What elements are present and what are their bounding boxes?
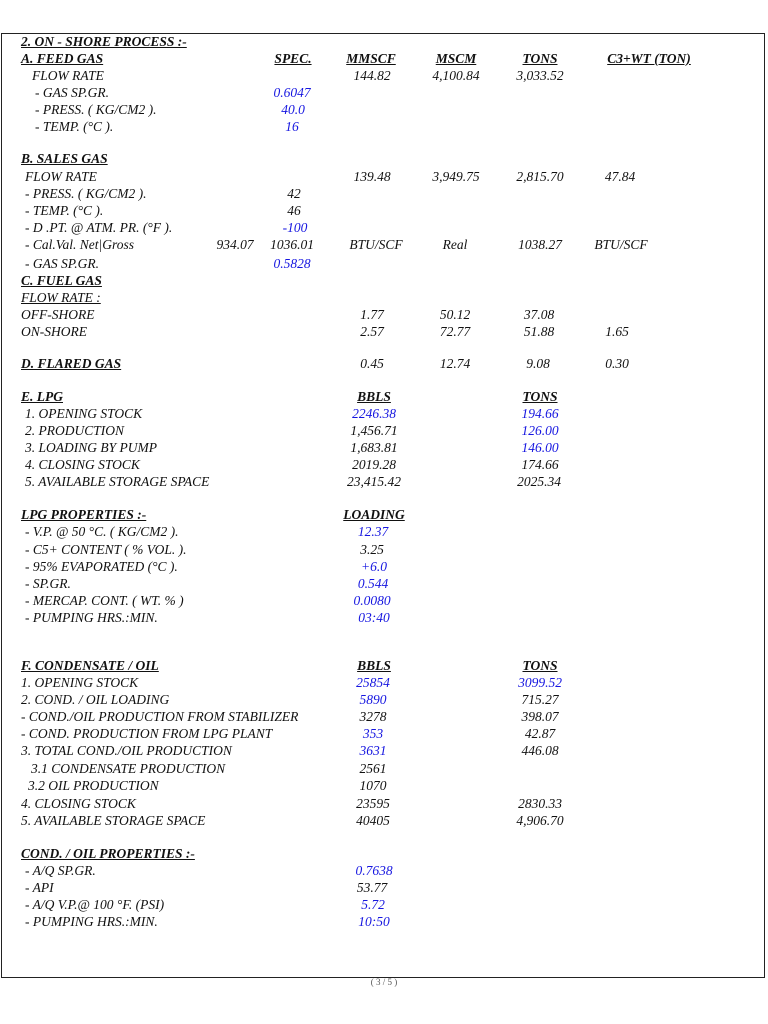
condensate-heading: F. CONDENSATE / OIL [21,658,159,673]
fuel-onshore-label: ON-SHORE [21,324,87,339]
sales-dpt-value: -100 [282,220,308,235]
cond-prop-value: 0.7638 [355,863,393,878]
cond-row-bbls: 23595 [356,796,390,811]
lpg-heading: E. LPG [21,389,63,404]
lpg-row-label: 1. OPENING STOCK [25,406,143,421]
cond-row-label: 1. OPENING STOCK [21,675,139,690]
lpg-prop-label: - V.P. @ 50 °C. ( KG/CM2 ). [25,524,179,539]
sales-sg-label: - GAS SP.GR. [25,256,99,271]
cond-row-label: - COND. PRODUCTION FROM LPG PLANT [21,726,273,741]
cond-prop-label: - A/Q V.P.@ 100 °F. (PSI) [25,897,165,912]
cond-row-label: 4. CLOSING STOCK [21,796,136,811]
sales-press-label: - PRESS. ( KG/CM2 ). [25,186,147,201]
fuel-onshore-mmscf: 2.57 [360,324,384,339]
cond-row-tons: 715.27 [521,692,559,707]
col-tons-header: TONS [522,51,558,66]
fuel-flow-heading: FLOW RATE : [21,290,101,305]
feed-temp-value: 16 [285,119,299,134]
sales-flow-mscm: 3,949.75 [432,169,480,184]
cond-row-bbls: 1070 [359,778,387,793]
flared-gas-heading: D. FLARED GAS [21,356,122,371]
col-c3wt-header: C3+WT (TON) [607,51,691,66]
lpg-prop-label: - 95% EVAPORATED (°C ). [25,559,178,574]
col-spec-header: SPEC. [274,51,312,66]
cond-row-bbls: 3278 [359,709,387,724]
sales-calval-net: 934.07 [216,237,254,252]
flared-tons: 9.08 [526,356,550,371]
feed-flow-label: FLOW RATE [32,68,104,83]
feed-sg-label: - GAS SP.GR. [35,85,109,100]
sales-flow-mmscf: 139.48 [353,169,391,184]
lpg-row-tons: 146.00 [521,440,559,455]
sales-calval-label: - Cal.Val. Net|Gross [25,237,134,252]
fuel-onshore-mscm: 72.77 [439,324,471,339]
lpg-tons-header: TONS [522,389,558,404]
cond-row-bbls: 25854 [356,675,390,690]
feed-sg-value: 0.6047 [273,85,311,100]
cond-prop-value: 10:50 [358,914,390,929]
lpg-row-label: 4. CLOSING STOCK [25,457,140,472]
cond-row-tons: 3099.52 [518,675,562,690]
page-number: ( 3 / 5 ) [370,977,398,987]
cond-row-bbls: 2561 [359,761,387,776]
cond-row-tons: 4,906.70 [516,813,564,828]
cond-row-bbls: 5890 [359,692,387,707]
sales-calval-real-label: Real [442,237,468,252]
fuel-offshore-label: OFF-SHORE [21,307,95,322]
feed-temp-label: - TEMP. (°C ). [35,119,114,134]
sales-sg-value: 0.5828 [273,256,311,271]
fuel-gas-heading: C. FUEL GAS [21,273,102,288]
lpg-row-bbls: 1,683.81 [350,440,398,455]
lpg-prop-label: - C5+ CONTENT ( % VOL. ). [25,542,187,557]
lpg-row-tons: 174.66 [521,457,559,472]
sales-flow-tons: 2,815.70 [516,169,564,184]
fuel-onshore-c3: 1.65 [605,324,629,339]
lpg-prop-value: 03:40 [358,610,390,625]
cond-row-tons: 2830.33 [518,796,562,811]
cond-prop-label: - A/Q SP.GR. [25,863,96,878]
cond-row-label: 3.2 OIL PRODUCTION [28,778,159,793]
cond-row-label: 5. AVAILABLE STORAGE SPACE [21,813,206,828]
lpg-row-bbls: 2246.38 [352,406,396,421]
lpg-row-bbls: 2019.28 [352,457,396,472]
lpg-row-tons: 2025.34 [517,474,561,489]
lpg-row-tons: 126.00 [521,423,559,438]
lpg-row-label: 3. LOADING BY PUMP [25,440,157,455]
lpg-prop-value: 0.0080 [353,593,391,608]
fuel-onshore-tons: 51.88 [523,324,555,339]
cond-prop-value: 5.72 [361,897,385,912]
lpg-row-bbls: 1,456.71 [350,423,398,438]
lpg-prop-label: - SP.GR. [25,576,71,591]
lpg-prop-value: 12.37 [357,524,389,539]
cond-row-label: - COND./OIL PRODUCTION FROM STABILIZER [21,709,299,724]
lpg-row-bbls: 23,415.42 [347,474,401,489]
condensate-bbls-header: BBLS [357,658,391,673]
sales-flow-label: FLOW RATE [25,169,97,184]
cond-prop-label: - PUMPING HRS.:MIN. [25,914,158,929]
page-title: 2. ON - SHORE PROCESS :- [21,34,187,49]
flared-c3: 0.30 [605,356,629,371]
feed-flow-mmscf: 144.82 [353,68,391,83]
flared-mscm: 12.74 [439,356,471,371]
fuel-offshore-mscm: 50.12 [439,307,471,322]
lpg-loading-header: LOADING [343,507,405,522]
cond-row-tons: 42.87 [524,726,556,741]
feed-press-value: 40.0 [281,102,305,117]
sales-calval-unit: BTU/SCF [349,237,403,252]
lpg-prop-value: +6.0 [361,559,387,574]
cond-row-tons: 446.08 [521,743,559,758]
col-mscm-header: MSCM [435,51,477,66]
cond-prop-label: - API [25,880,54,895]
cond-row-label: 3.1 CONDENSATE PRODUCTION [31,761,226,776]
feed-press-label: - PRESS. ( KG/CM2 ). [35,102,157,117]
lpg-prop-label: - PUMPING HRS.:MIN. [25,610,158,625]
sales-gas-heading: B. SALES GAS [21,151,108,166]
sales-press-value: 42 [287,186,301,201]
cond-row-tons: 398.07 [521,709,559,724]
sales-calval-real: 1038.27 [518,237,562,252]
cond-row-bbls: 40405 [356,813,390,828]
fuel-offshore-tons: 37.08 [523,307,555,322]
cond-row-label: 2. COND. / OIL LOADING [21,692,170,707]
feed-flow-mscm: 4,100.84 [432,68,480,83]
feed-gas-heading: A. FEED GAS [21,51,104,66]
fuel-offshore-mmscf: 1.77 [360,307,384,322]
lpg-prop-label: - MERCAP. CONT. ( WT. % ) [25,593,184,608]
sales-flow-c3: 47.84 [604,169,636,184]
sales-temp-label: - TEMP. (°C ). [25,203,104,218]
feed-flow-tons: 3,033.52 [516,68,564,83]
sales-calval-gross: 1036.01 [270,237,314,252]
lpg-row-label: 2. PRODUCTION [25,423,125,438]
cond-properties-heading: COND. / OIL PROPERTIES :- [21,846,195,861]
cond-prop-value: 53.77 [356,880,388,895]
cond-row-label: 3. TOTAL COND./OIL PRODUCTION [21,743,232,758]
lpg-bbls-header: BBLS [357,389,391,404]
lpg-prop-value: 0.544 [357,576,389,591]
lpg-row-tons: 194.66 [521,406,559,421]
sales-temp-value: 46 [287,203,301,218]
cond-row-bbls: 3631 [359,743,387,758]
lpg-prop-value: 3.25 [360,542,384,557]
sales-dpt-label: - D .PT. @ ATM. PR. (°F ). [25,220,173,235]
lpg-row-label: 5. AVAILABLE STORAGE SPACE [25,474,210,489]
col-mmscf-header: MMSCF [346,51,396,66]
lpg-properties-heading: LPG PROPERTIES :- [21,507,147,522]
condensate-tons-header: TONS [522,658,558,673]
cond-row-bbls: 353 [362,726,384,741]
sales-calval-real-unit: BTU/SCF [594,237,648,252]
flared-mmscf: 0.45 [360,356,384,371]
